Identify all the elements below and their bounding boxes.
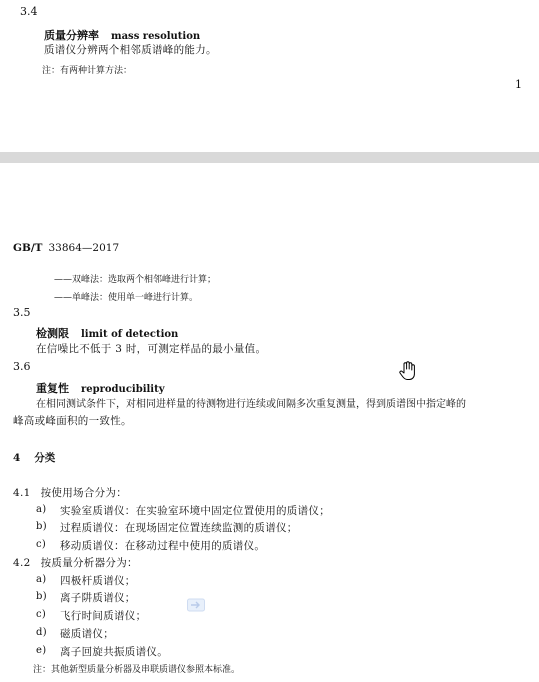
clause-3-6-definition-line2: 峰高或峰面积的一致性。 xyxy=(13,415,132,427)
page-number: 1 xyxy=(515,78,522,91)
list-text: 四极杆质谱仪； xyxy=(60,575,136,587)
clause-4-1-heading xyxy=(13,485,127,500)
std-number: 33864—2017 xyxy=(48,242,120,254)
method-item: ——双峰法：选取两个相邻峰进行计算； xyxy=(54,275,217,285)
list-marker: c) xyxy=(36,609,47,620)
clause-3-6-definition-line1: 在相同测试条件下，对相同进样量的待测物进行连续或间隔多次重复测量，得到质谱图中指定峰的 xyxy=(36,399,466,410)
list-marker: a) xyxy=(36,504,47,515)
section-4-heading xyxy=(13,450,55,465)
clause-3-6-number: 3.6 xyxy=(13,360,31,373)
clause-title: 按使用场合分为： xyxy=(40,487,128,499)
list-item xyxy=(36,608,147,622)
clause-3-5-term xyxy=(36,322,178,341)
clause-3-5-number: 3.5 xyxy=(13,306,31,319)
page-header xyxy=(13,242,119,254)
section-number: 4 xyxy=(13,452,21,464)
list-marker: b) xyxy=(36,521,47,532)
clause-4-2-heading xyxy=(13,555,138,570)
list-item xyxy=(36,520,298,534)
section-title: 分类 xyxy=(34,452,56,464)
drop-target-icon xyxy=(187,598,205,612)
page-separator xyxy=(0,152,539,163)
classification-note: 注：其他新型质量分析器及串联质谱仪参照本标准。 xyxy=(33,665,241,675)
term-en: reproducibility xyxy=(81,384,165,395)
clause-3-4-number: 3.4 xyxy=(20,5,38,18)
clause-number: 4.2 xyxy=(13,557,31,569)
term-zh: 重复性 xyxy=(36,382,69,395)
clause-3-4-term xyxy=(44,24,200,43)
list-item xyxy=(36,503,330,517)
list-item xyxy=(36,573,136,587)
list-text: 离子回旋共振质谱仪。 xyxy=(60,646,168,658)
clause-title: 按质量分析器分为： xyxy=(40,557,138,569)
term-en: limit of detection xyxy=(81,329,179,340)
list-marker: c) xyxy=(36,539,47,550)
method-item: ——单峰法：使用单一峰进行计算。 xyxy=(54,293,199,303)
list-text: 过程质谱仪：在现场固定位置连续监测的质谱仪； xyxy=(60,522,298,534)
clause-3-4-definition: 质谱仪分辨两个相邻质谱峰的能力。 xyxy=(44,44,217,56)
list-text: 磁质谱仪； xyxy=(60,628,114,640)
hand-cursor-icon xyxy=(398,361,416,381)
list-text: 移动质谱仪：在移动过程中使用的质谱仪。 xyxy=(60,540,266,552)
list-item xyxy=(36,590,136,604)
clause-3-5-definition: 在信噪比不低于 3 时，可测定样品的最小量值。 xyxy=(36,343,267,355)
list-marker: e) xyxy=(36,645,47,656)
list-text: 离子阱质谱仪； xyxy=(60,592,136,604)
clause-number: 4.1 xyxy=(13,487,31,499)
clause-3-4-note: 注：有两种计算方法： xyxy=(42,66,133,76)
term-en: mass resolution xyxy=(111,31,201,42)
list-text: 实验室质谱仪：在实验室环境中固定位置使用的质谱仪； xyxy=(60,505,330,517)
list-marker: d) xyxy=(36,627,47,638)
clause-3-6-term xyxy=(36,377,165,396)
std-code: GB/T xyxy=(13,242,43,254)
list-marker: a) xyxy=(36,574,47,585)
term-zh: 质量分辨率 xyxy=(44,29,99,42)
list-item xyxy=(36,626,114,640)
list-text: 飞行时间质谱仪； xyxy=(60,610,147,622)
term-zh: 检测限 xyxy=(36,327,69,340)
list-item xyxy=(36,644,168,658)
list-item xyxy=(36,538,266,552)
list-marker: b) xyxy=(36,591,47,602)
